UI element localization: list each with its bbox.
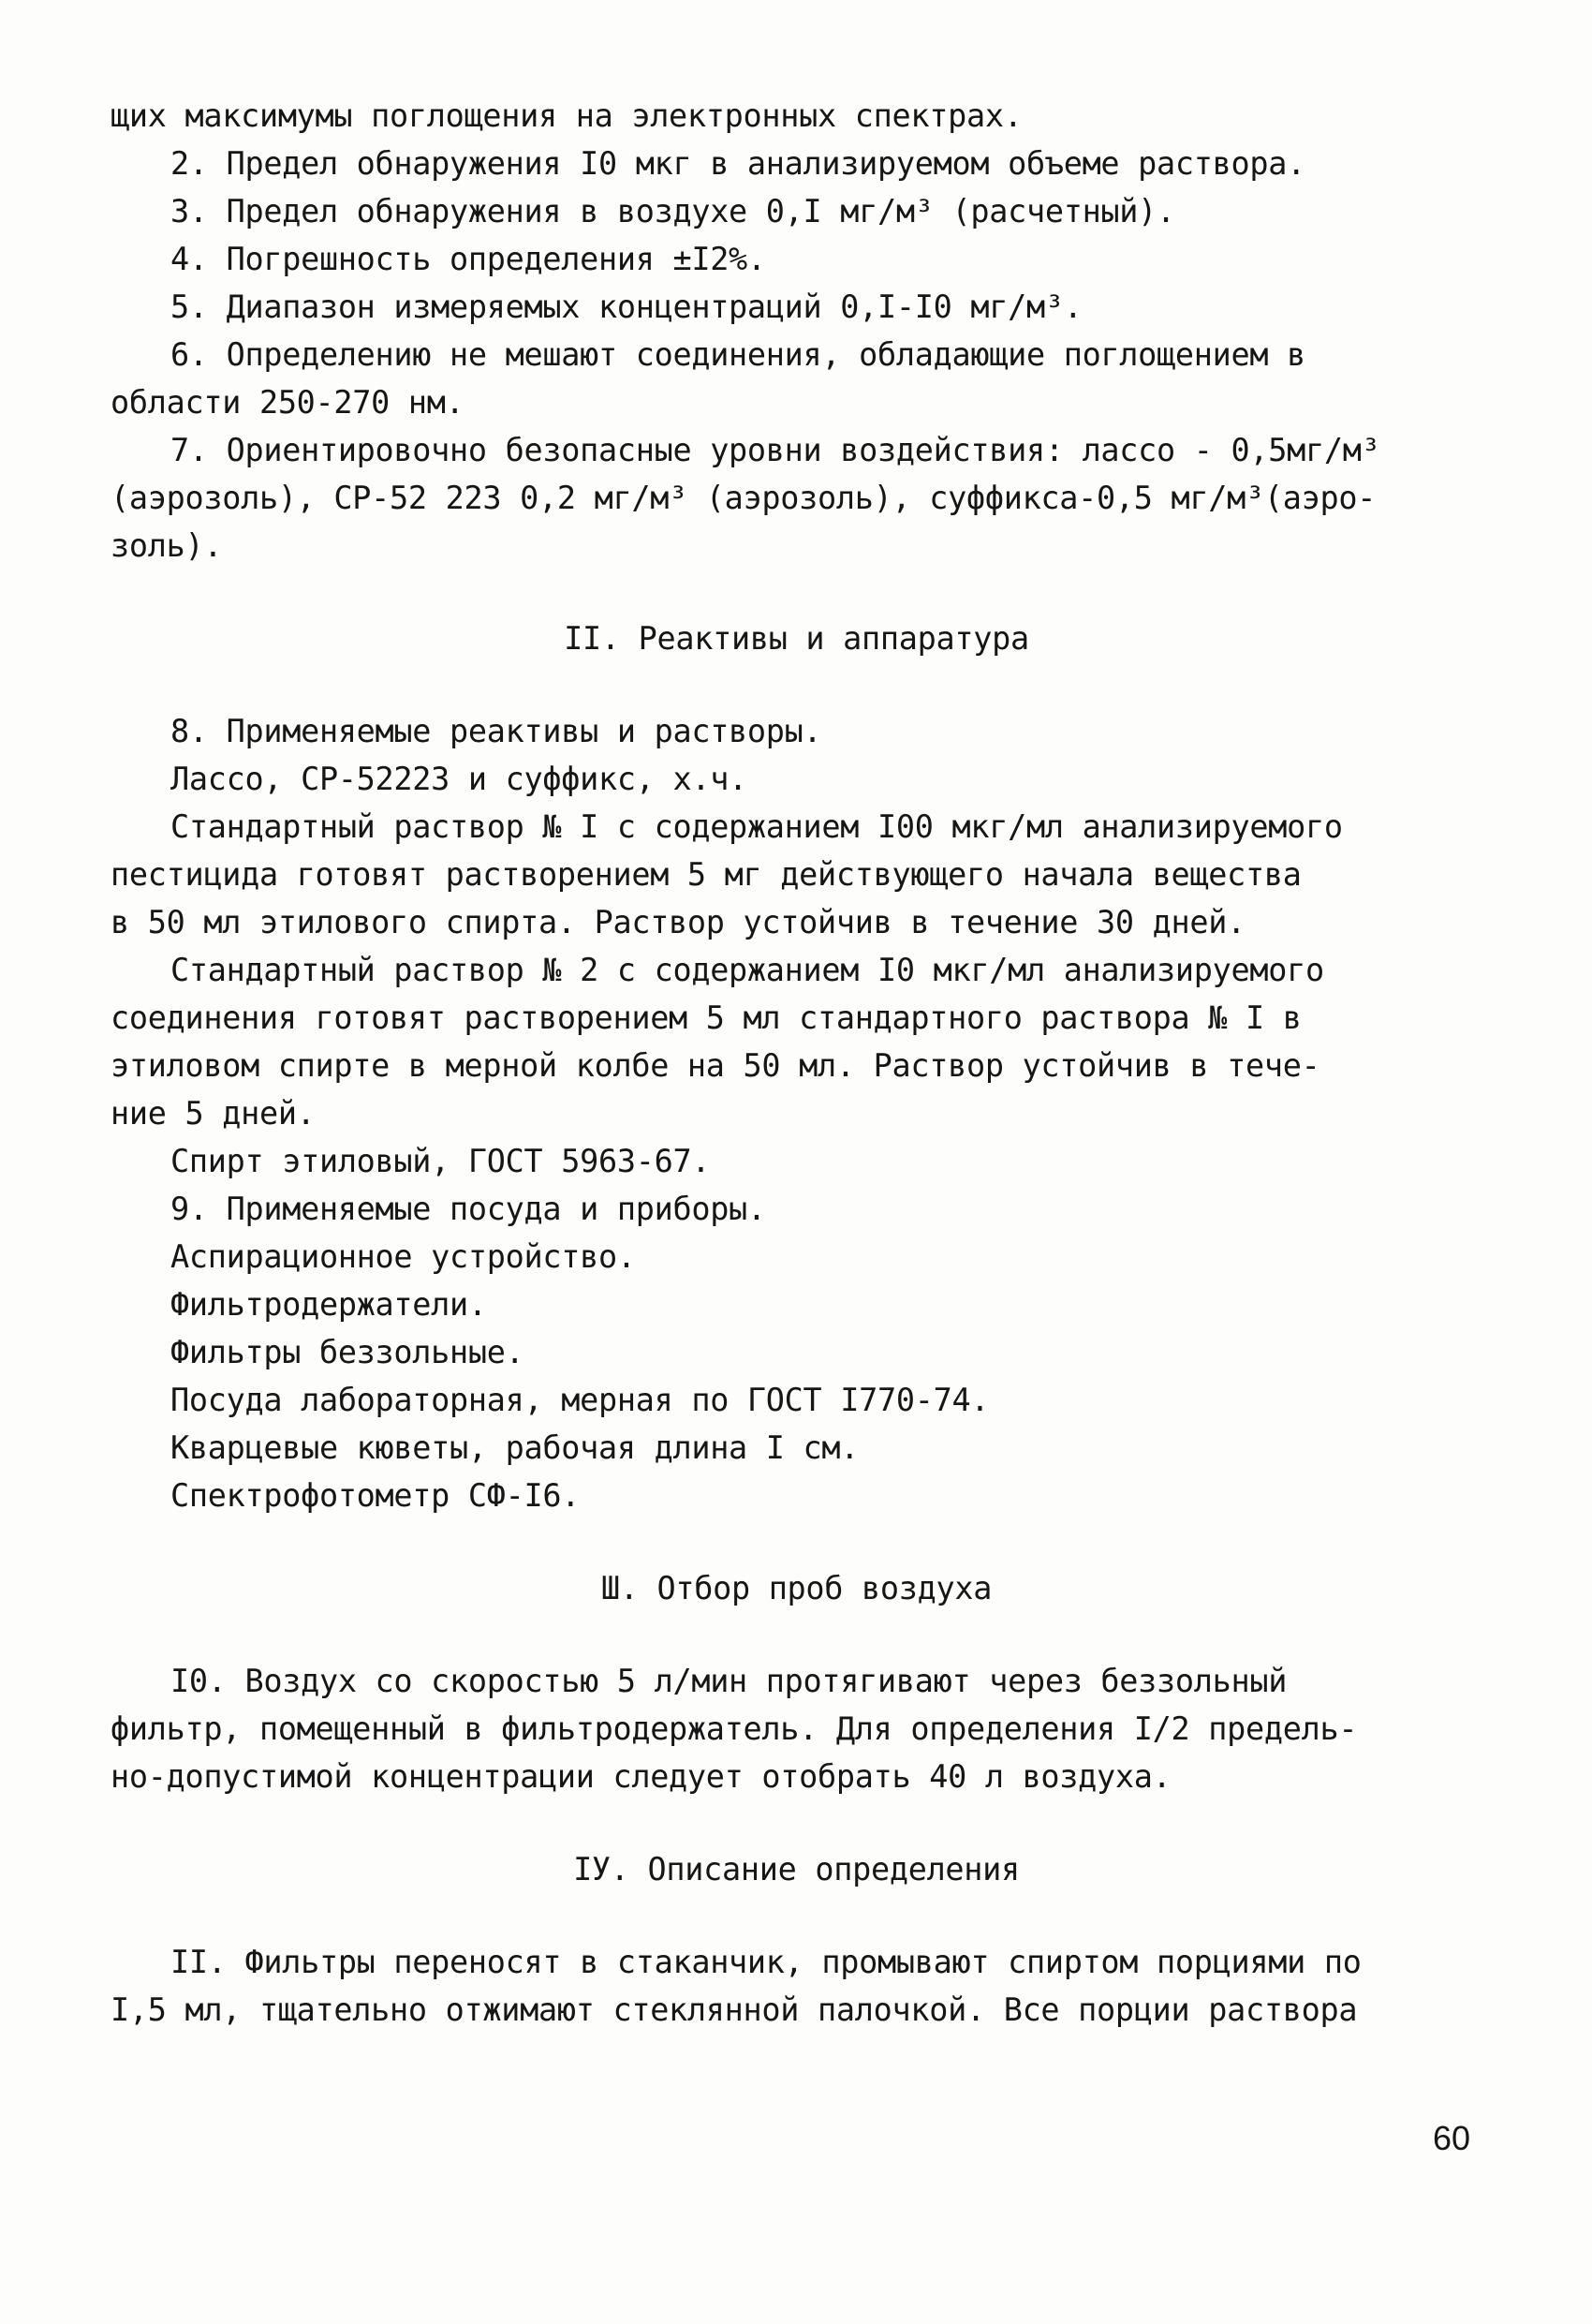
text-line: Лассо, СР-52223 и суффикс, х.ч.	[170, 761, 747, 797]
document-body	[111, 92, 1482, 2034]
text-line: 3. Предел обнаружения в воздухе 0,I мг/м³ (расчетный).	[170, 193, 1175, 229]
text-line: 5. Диапазон измеряемых концентраций 0,I-I0 мг/м³.	[170, 289, 1083, 325]
section-heading: IУ. Описание определения	[573, 1851, 1020, 1887]
equipment-item: Аспирационное устройство.	[170, 1238, 636, 1275]
text-line: этиловом спирте в мерной колбе на 50 мл. Раствор устойчив в тече-	[111, 1047, 1320, 1084]
text-line: I,5 мл, тщательно отжимают стеклянной палочкой. Все порции раствора	[111, 1991, 1358, 2028]
equipment-item: Фильтродержатели.	[170, 1286, 487, 1323]
text-line: 2. Предел обнаружения I0 мкг в анализируемом объеме раствора.	[170, 145, 1305, 182]
section-heading: Ш. Отбор проб воздуха	[600, 1570, 993, 1606]
text-line: (аэрозоль), СР-52 223 0,2 мг/м³ (аэрозоль), суффикса-0,5 мг/м³(аэро-	[111, 480, 1377, 516]
text-line: щих максимумы поглощения на электронных спектрах.	[111, 97, 1023, 134]
text-line: I0. Воздух со скоростью 5 л/мин протягивают через беззольный	[170, 1663, 1288, 1699]
text-line: 8. Применяемые реактивы и растворы.	[170, 713, 822, 749]
text-line: соединения готовят растворением 5 мл стандартного раствора № I в	[111, 999, 1302, 1036]
text-line: 4. Погрешность определения ±I2%.	[170, 241, 766, 277]
text-line: 9. Применяемые посуда и приборы.	[170, 1191, 766, 1227]
text-line: Стандартный раствор № 2 с содержанием I0 мкг/мл анализируемого	[170, 952, 1324, 988]
text-line: ние 5 дней.	[111, 1095, 316, 1132]
text-line: 7. Ориентировочно безопасные уровни воздействия: лассо - 0,5мг/м³	[170, 432, 1380, 468]
text-line: 6. Определению не мешают соединения, обладающие поглощением в	[170, 336, 1305, 373]
text-line: Спирт этиловый, ГОСТ 5963-67.	[170, 1143, 711, 1179]
text-line: пестицида готовят растворением 5 мг действующего начала вещества	[111, 856, 1302, 893]
text-line: Стандартный раствор № I с содержанием I00 мкг/мл анализируемого	[170, 808, 1343, 845]
text-line: области 250-270 нм.	[111, 384, 464, 421]
page-number: 60	[1433, 2119, 1471, 2157]
text-line: II. Фильтры переносят в стаканчик, промывают спиртом порциями по	[170, 1944, 1362, 1980]
equipment-item: Фильтры беззольные.	[170, 1334, 524, 1370]
text-line: но-допустимой концентрации следует отобрать 40 л воздуха.	[111, 1758, 1172, 1795]
equipment-item: Спектрофотометр СФ-I6.	[170, 1477, 581, 1514]
text-line: в 50 мл этилового спирта. Раствор устойчив в течение 30 дней.	[111, 904, 1246, 940]
text-line: фильтр, помещенный в фильтродержатель. Для определения I/2 предель-	[111, 1710, 1358, 1747]
text-line: золь).	[111, 527, 223, 564]
equipment-item: Посуда лабораторная, мерная по ГОСТ I770-74.	[170, 1382, 990, 1418]
section-heading: II. Реактивы и аппаратура	[564, 620, 1029, 657]
equipment-item: Кварцевые кюветы, рабочая длина I см.	[170, 1429, 860, 1466]
